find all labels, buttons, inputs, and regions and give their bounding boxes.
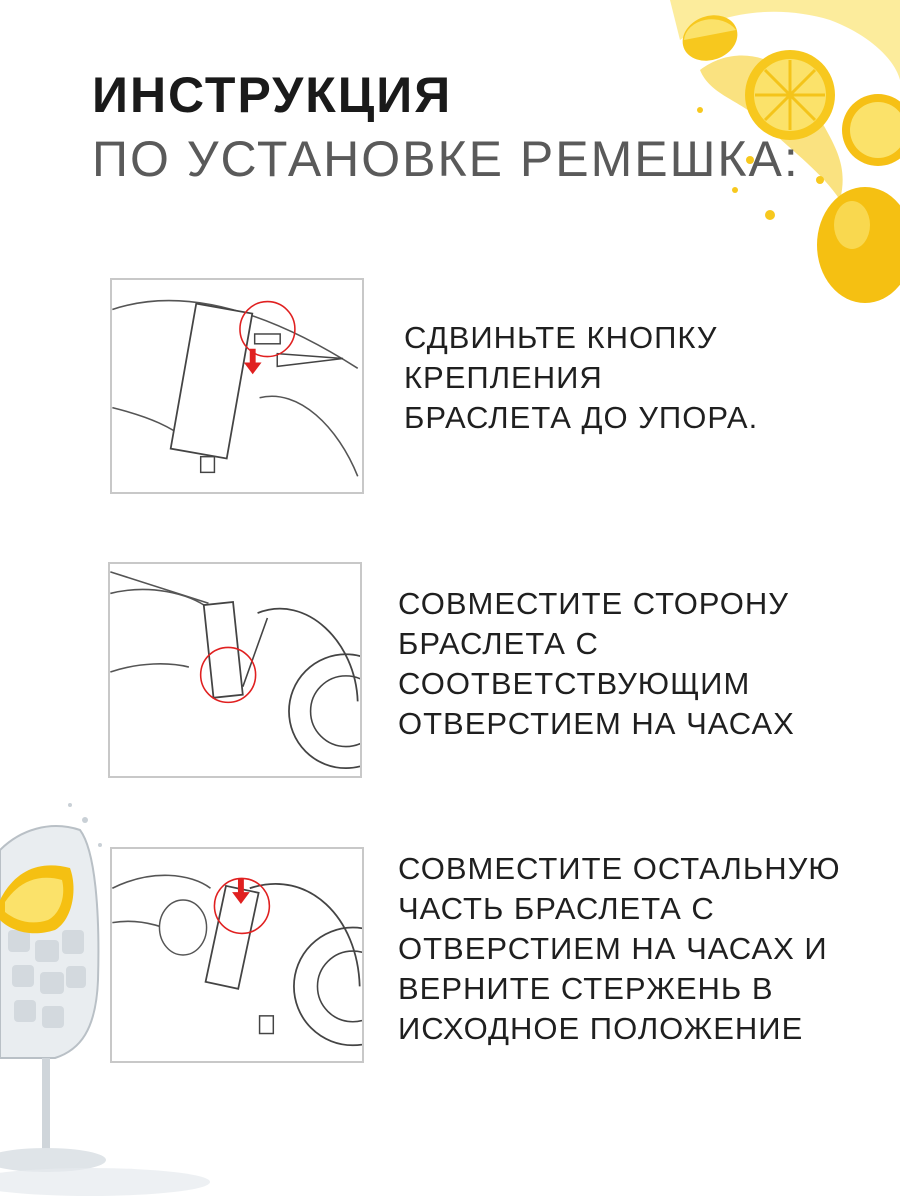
page-subtitle: ПО УСТАНОВКЕ РЕМЕШКА: <box>92 131 800 187</box>
page-title: ИНСТРУКЦИЯ <box>92 67 453 123</box>
slide-button-diagram <box>112 280 362 492</box>
step-1-illustration <box>110 278 364 494</box>
step-2-illustration <box>108 562 362 778</box>
align-strap-diagram <box>110 564 360 776</box>
step-1-text: СДВИНЬТЕ КНОПКУ КРЕПЛЕНИЯ БРАСЛЕТА ДО УПОРА. <box>404 320 759 435</box>
return-pin-diagram <box>112 849 362 1061</box>
step-3-text: СОВМЕСТИТЕ ОСТАЛЬНУЮ ЧАСТЬ БРАСЛЕТА С ОТВЕРСТИЕМ НА ЧАСАХ И ВЕРНИТЕ СТЕРЖЕНЬ В ИСХОДНОЕ ПОЛОЖЕНИЕ <box>398 851 841 1046</box>
step-3-illustration <box>110 847 364 1063</box>
step-2-text: СОВМЕСТИТЕ СТОРОНУ БРАСЛЕТА С СООТВЕТСТВУЮЩИМ ОТВЕРСТИЕМ НА ЧАСАХ <box>398 586 795 741</box>
